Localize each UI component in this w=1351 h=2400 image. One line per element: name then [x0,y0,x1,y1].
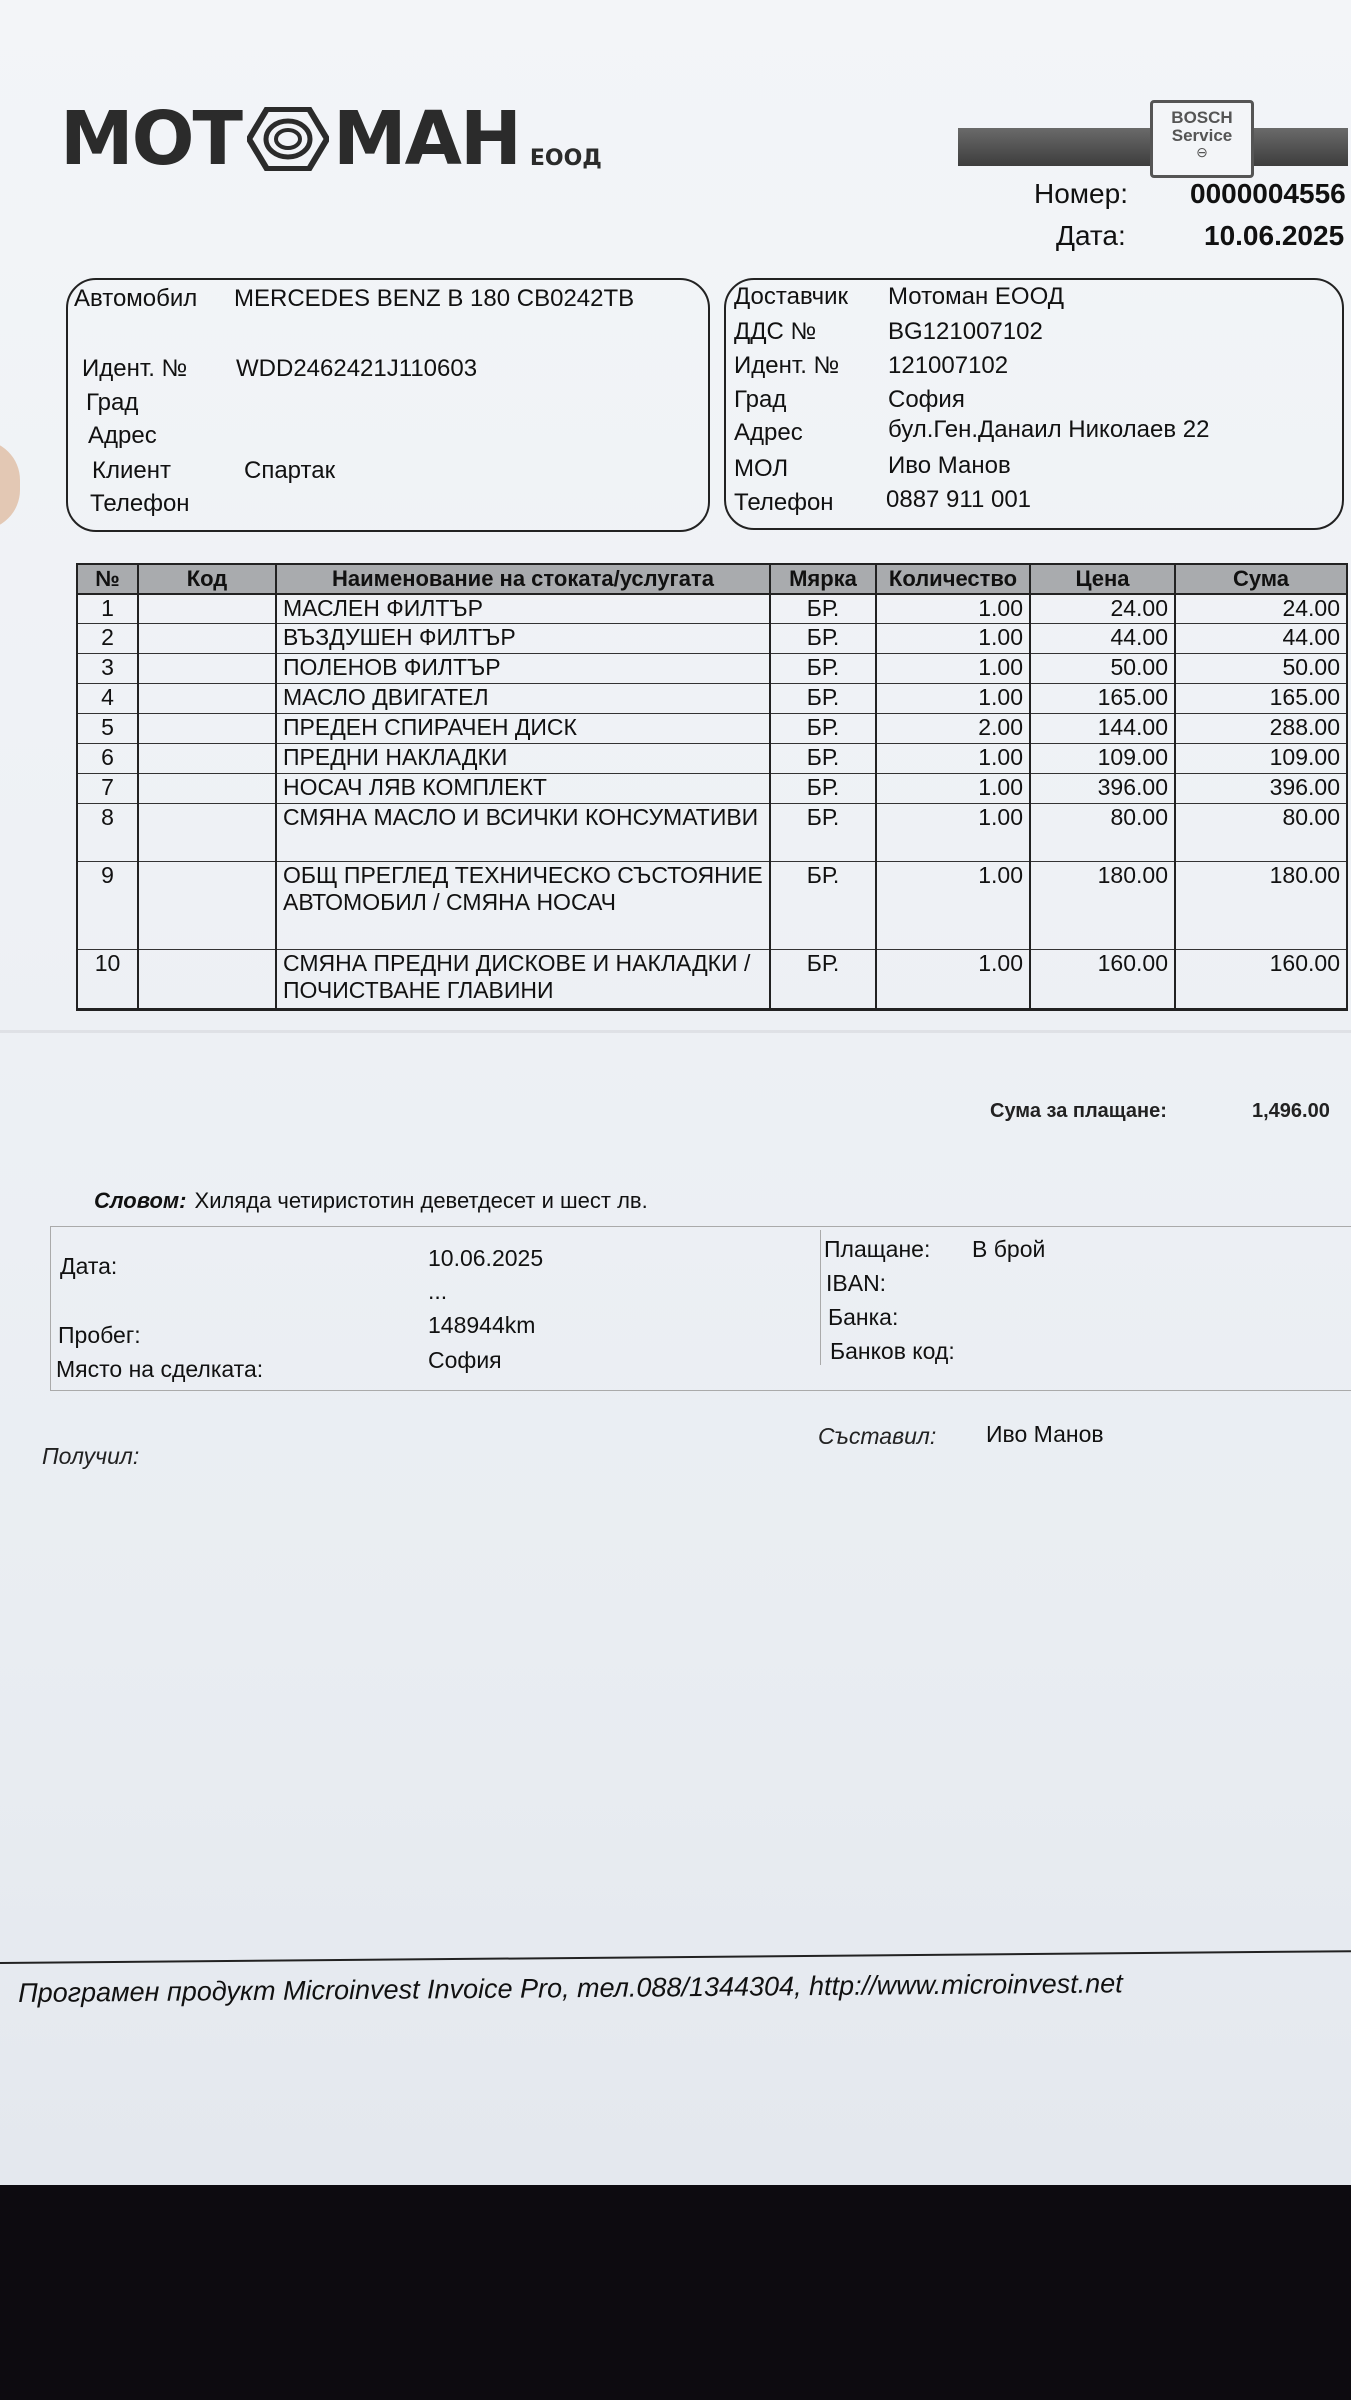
col-header-number: № [77,564,138,594]
row-quantity: 1.00 [876,949,1030,1009]
row-sum: 44.00 [1175,623,1347,653]
words-label: Словом: [94,1188,187,1213]
table-row [77,683,1347,713]
row-number: 8 [77,803,138,861]
col-header-price: Цена [1030,564,1175,594]
row-price: 180.00 [1030,861,1175,949]
col-header-unit: Мярка [770,564,876,594]
row-unit: БР. [770,743,876,773]
bank-code-label: Банков код: [830,1338,955,1364]
col-header-name: Наименование на стоката/услугата [276,564,770,594]
client-value: Спартак [244,457,336,484]
row-code [138,743,276,773]
row-price: 50.00 [1030,653,1175,683]
place-label: Място на сделката: [56,1356,264,1382]
row-code [138,773,276,803]
address-label: Адрес [88,422,157,449]
row-number: 4 [77,683,138,713]
table-row [77,861,1347,949]
logo-suffix: ЕООД [529,146,602,171]
invoice-number-label: Номер: [1034,178,1128,209]
logo-right-text: МАН [333,96,520,182]
details-divider [820,1230,821,1365]
mileage-value: 148944km [428,1312,536,1338]
row-name: ПРЕДНИ НАКЛАДКИ [276,743,770,773]
total-label: Сума за плащане: [990,1100,1167,1122]
car-value: MERCEDES BENZ B 180 CB0242TB [234,285,635,312]
col-header-quantity: Количество [876,564,1030,594]
software-footer: Програмен продукт Microinvest Invoice Pro, тел.088/1344304, http://www.microinvest.net [18,1968,1123,2008]
vat-label: ДДС № [734,318,817,345]
place-value: София [428,1347,502,1373]
received-label: Получил: [42,1443,140,1469]
invoice-date-label: Дата: [1056,220,1126,251]
row-unit: БР. [770,623,876,653]
row-sum: 160.00 [1175,949,1347,1009]
bosch-armature-icon: ⊖ [1196,144,1208,160]
compiled-label: Съставил: [818,1423,937,1449]
row-quantity: 1.00 [876,623,1030,653]
row-number: 7 [77,773,138,803]
row-number: 6 [77,743,138,773]
row-number: 5 [77,713,138,743]
bosch-service-badge [1150,100,1254,178]
supplier-city-label: Град [734,386,787,413]
table-row [77,713,1347,743]
phone-label: Телефон [90,490,190,517]
row-number: 1 [77,594,138,623]
row-unit: БР. [770,653,876,683]
row-price: 80.00 [1030,803,1175,861]
table-row [77,773,1347,803]
row-quantity: 1.00 [876,653,1030,683]
row-number: 3 [77,653,138,683]
supplier-address-value: бул.Ген.Данаил Николаев 22 [888,416,1210,443]
row-code [138,713,276,743]
row-name: ПОЛЕНОВ ФИЛТЪР [276,653,770,683]
badge-brand: BOSCH [1171,108,1233,127]
row-unit: БР. [770,713,876,743]
row-unit: БР. [770,949,876,1009]
total-value: 1,496.00 [1252,1100,1330,1122]
table-header-row [77,564,1347,594]
row-number: 10 [77,949,138,1009]
mol-label: МОЛ [734,455,789,482]
row-sum: 24.00 [1175,594,1347,623]
details-date-value: 10.06.2025 [428,1245,544,1271]
col-header-code: Код [138,564,276,594]
row-unit: БР. [770,773,876,803]
bank-label: Банка: [828,1304,899,1330]
vin-value: WDD2462421J110603 [236,355,478,382]
row-quantity: 1.00 [876,743,1030,773]
table-row [77,949,1347,1009]
row-price: 165.00 [1030,683,1175,713]
car-label: Автомобил [74,285,198,312]
table-row [77,623,1347,653]
row-sum: 288.00 [1175,713,1347,743]
row-sum: 165.00 [1175,683,1347,713]
table-row [77,743,1347,773]
details-date-label: Дата: [60,1253,118,1279]
col-header-sum: Сума [1175,564,1347,594]
row-name: СМЯНА МАСЛО И ВСИЧКИ КОНСУМАТИВИ [276,803,770,861]
row-code [138,803,276,861]
table-row [77,653,1347,683]
invoice-number: 0000004556 [1190,178,1346,209]
row-code [138,594,276,623]
row-code [138,683,276,713]
supplier-id-label: Идент. № [734,352,840,379]
row-quantity: 1.00 [876,773,1030,803]
row-price: 44.00 [1030,623,1175,653]
row-unit: БР. [770,594,876,623]
row-sum: 50.00 [1175,653,1347,683]
row-quantity: 1.00 [876,803,1030,861]
row-quantity: 1.00 [876,594,1030,623]
row-sum: 80.00 [1175,803,1347,861]
row-name: ОБЩ ПРЕГЛЕД ТЕХНИЧЕСКО СЪСТОЯНИЕ АВТОМОБИЛ / СМЯНА НОСАЧ [276,861,770,949]
row-code [138,949,276,1009]
company-logo [60,95,602,182]
row-price: 160.00 [1030,949,1175,1009]
row-name: НОСАЧ ЛЯВ КОМПЛЕКТ [276,773,770,803]
supplier-city-value: София [888,386,965,413]
supplier-address-label: Адрес [734,419,803,446]
details-dots: ... [428,1278,448,1304]
row-name: МАСЛЕН ФИЛТЪР [276,594,770,623]
supplier-value: Мотоман ЕООД [888,283,1064,310]
items-table [76,563,1348,1011]
supplier-id-value: 121007102 [888,352,1009,379]
payment-value: В брой [972,1236,1046,1262]
mol-value: Иво Манов [888,452,1011,479]
compiled-by: Иво Манов [986,1421,1104,1447]
row-unit: БР. [770,683,876,713]
row-quantity: 1.00 [876,861,1030,949]
supplier-phone-label: Телефон [734,489,834,516]
paper-fold [0,1030,1351,1033]
row-code [138,623,276,653]
client-label: Клиент [92,457,171,484]
vin-label: Идент. № [82,355,188,382]
row-unit: БР. [770,803,876,861]
row-quantity: 2.00 [876,713,1030,743]
row-quantity: 1.00 [876,683,1030,713]
table-row [77,803,1347,861]
row-name: СМЯНА ПРЕДНИ ДИСКОВЕ И НАКЛАДКИ / ПОЧИСТВАНЕ ГЛАВИНИ [276,949,770,1009]
row-price: 109.00 [1030,743,1175,773]
badge-service: Service [1171,126,1233,145]
supplier-label: Доставчик [734,283,849,310]
row-number: 9 [77,861,138,949]
vat-value: BG121007102 [888,318,1043,345]
logo-left-text: МОТ [60,96,242,182]
table-row [77,594,1347,623]
payment-label: Плащане: [824,1236,931,1262]
mileage-label: Пробег: [58,1322,141,1348]
row-name: ВЪЗДУШЕН ФИЛТЪР [276,623,770,653]
amount-in-words [94,1188,648,1214]
supplier-phone-value: 0887 911 001 [886,486,1032,513]
invoice-date: 10.06.2025 [1204,220,1345,251]
row-unit: БР. [770,861,876,949]
row-name: МАСЛО ДВИГАТЕЛ [276,683,770,713]
row-sum: 109.00 [1175,743,1347,773]
row-price: 144.00 [1030,713,1175,743]
row-code [138,861,276,949]
city-label: Град [86,389,139,416]
row-code [138,653,276,683]
row-price: 24.00 [1030,594,1175,623]
iban-label: IBAN: [826,1270,887,1296]
hex-nut-icon [247,107,329,171]
row-price: 396.00 [1030,773,1175,803]
row-name: ПРЕДЕН СПИРАЧЕН ДИСК [276,713,770,743]
row-number: 2 [77,623,138,653]
row-sum: 396.00 [1175,773,1347,803]
words-value: Хиляда четиристотин деветдесет и шест лв. [194,1188,648,1213]
row-sum: 180.00 [1175,861,1347,949]
